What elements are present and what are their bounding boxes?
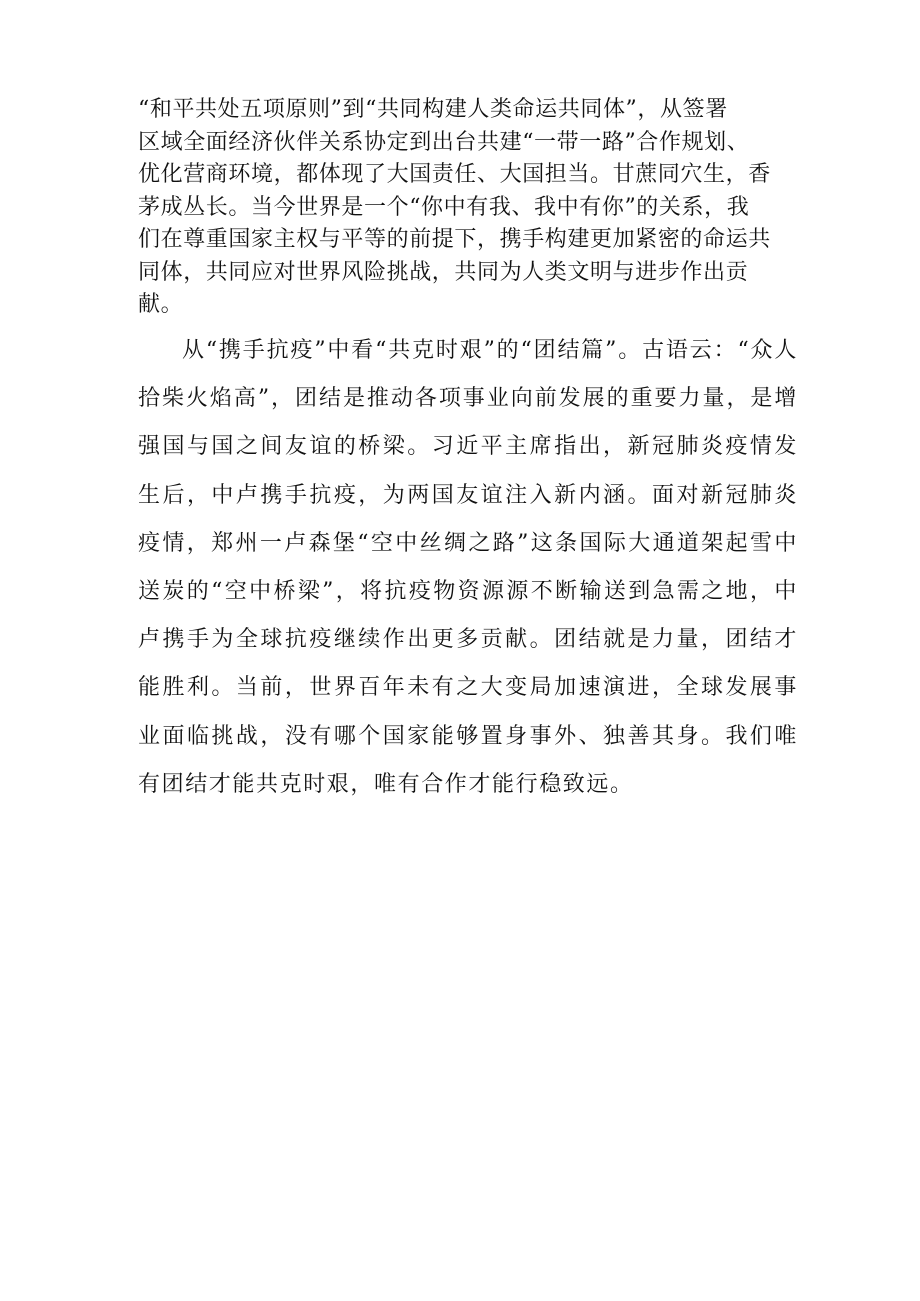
paragraph-1-line: 献。 <box>138 292 184 317</box>
paragraph-1-line: 们在尊重国家主权与平等的前提下，携手构建更加紧密的命运共 <box>138 227 771 252</box>
paragraph-1-line: “和平共处五项原则”到“共同构建人类命运共同体”，从签署 <box>138 97 728 122</box>
paragraph-1-line: 优化营商环境，都体现了大国责任、大国担当。甘蔗同穴生，香 <box>138 162 771 187</box>
paragraph-1-line: 茅成丛长。当今世界是一个“你中有我、我中有你”的关系，我 <box>138 194 750 220</box>
paragraph-1 <box>138 94 798 322</box>
paragraph-2: 从“携手抗疫”中看“共克时艰”的“团结篇”。古语云：“众人拾柴火焰高”，团结是推动各项事业向前发展的重要力量，是增强国与国之间友谊的桥梁。习近平主席指出，新冠肺炎疫情发生后，中卢携手抗疫，为两国友谊注入新内涵。面对新冠肺炎疫情，郑州一卢森堡“空中丝绸之路”这条国际大通道架起雪中送炭的“空中桥梁”，将抗疫物资源源不断输送到急需之地，中卢携手为全球抗疫继续作出更多贡献。团结就是力量，团结才能胜利。当前，世界百年未有之大变局加速演进，全球发展事业面临挑战，没有哪个国家能够置身事外、独善其身。我们唯有团结才能共克时艰，唯有合作才能行稳致远。 <box>138 338 798 797</box>
paragraph-1-line: 区域全面经济伙伴关系协定到出台共建“一带一路”合作规划、 <box>138 129 750 155</box>
paragraph-1-line: 同体，共同应对世界风险挑战，共同为人类文明与进步作出贡 <box>138 259 749 285</box>
